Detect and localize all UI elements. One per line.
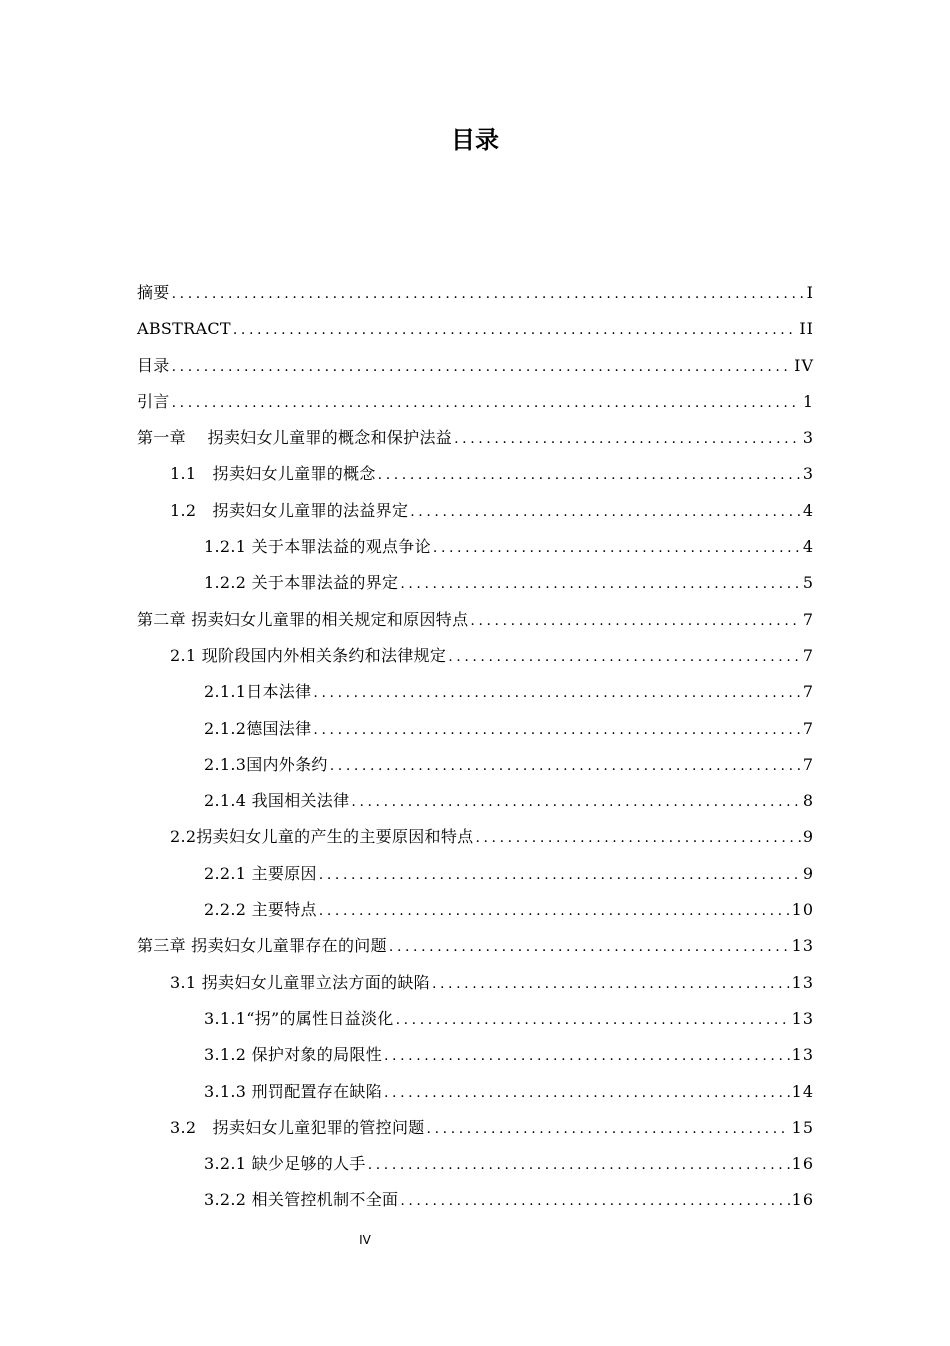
- toc-entry[interactable]: [137, 456, 814, 492]
- toc-entry-page: IV: [794, 355, 814, 375]
- toc-entry-page: 13: [791, 1008, 814, 1028]
- toc-entry-page: 7: [802, 682, 814, 702]
- toc-entry-label: ABSTRACT: [137, 319, 231, 339]
- toc-entry[interactable]: [137, 1182, 814, 1218]
- toc-entry[interactable]: [137, 493, 814, 529]
- toc-dot-leader: [410, 494, 801, 530]
- toc-dot-leader: [313, 712, 800, 748]
- toc-entry[interactable]: [137, 928, 814, 964]
- toc-dot-leader: [470, 603, 800, 639]
- toc-entry[interactable]: [137, 311, 814, 347]
- toc-entry-label: 1.2.1 关于本罪法益的观点争论: [204, 537, 431, 557]
- table-of-contents: [137, 275, 814, 1219]
- toc-dot-leader: [475, 820, 800, 856]
- toc-dot-leader: [427, 1111, 790, 1147]
- toc-entry[interactable]: [137, 565, 814, 601]
- toc-dot-leader: [400, 1183, 789, 1219]
- toc-entry-label: 2.1.4 我国相关法律: [204, 791, 350, 811]
- toc-entry-label: 1.2.2 关于本罪法益的界定: [204, 573, 399, 593]
- toc-dot-leader: [389, 929, 790, 965]
- toc-entry[interactable]: [137, 420, 814, 456]
- toc-entry-label: 1.1 拐卖妇女儿童罪的概念: [170, 464, 376, 484]
- toc-entry-page: 9: [802, 827, 814, 847]
- toc-entry-page: 16: [791, 1154, 814, 1174]
- toc-entry-label: 2.2拐卖妇女儿童的产生的主要原因和特点: [170, 827, 474, 847]
- toc-dot-leader: [400, 566, 801, 602]
- toc-entry-label: 2.2.2 主要特点: [204, 900, 317, 920]
- toc-entry[interactable]: [137, 638, 814, 674]
- toc-entry-label: 1.2 拐卖妇女儿童罪的法益界定: [170, 500, 409, 520]
- toc-entry[interactable]: [137, 747, 814, 783]
- toc-entry-label: 3.1 拐卖妇女儿童罪立法方面的缺陷: [170, 972, 430, 992]
- toc-dot-leader: [172, 276, 805, 312]
- toc-dot-leader: [172, 385, 801, 421]
- toc-dot-leader: [432, 966, 790, 1002]
- toc-entry-page: II: [799, 319, 814, 339]
- toc-entry-page: 3: [802, 464, 814, 484]
- page-number: IV: [359, 1233, 371, 1247]
- toc-entry[interactable]: [137, 892, 814, 928]
- toc-dot-leader: [330, 748, 801, 784]
- toc-entry-page: 8: [802, 791, 814, 811]
- toc-entry-page: 4: [802, 500, 814, 520]
- toc-entry[interactable]: [137, 529, 814, 565]
- toc-dot-leader: [319, 893, 790, 929]
- toc-entry-label: 第二章 拐卖妇女儿童罪的相关规定和原因特点: [137, 609, 469, 629]
- toc-dot-leader: [378, 457, 801, 493]
- toc-entry-page: 1: [802, 391, 814, 411]
- toc-entry-label: 3.2 拐卖妇女儿童犯罪的管控问题: [170, 1117, 425, 1137]
- toc-entry-page: 13: [791, 972, 814, 992]
- toc-entry-label: 第三章 拐卖妇女儿童罪存在的问题: [137, 936, 387, 956]
- toc-entry-page: 7: [802, 718, 814, 738]
- toc-entry[interactable]: [137, 348, 814, 384]
- toc-entry[interactable]: [137, 856, 814, 892]
- toc-entry[interactable]: [137, 1146, 814, 1182]
- toc-entry-label: 3.1.1“拐”的属性日益淡化: [204, 1008, 394, 1028]
- toc-dot-leader: [313, 675, 800, 711]
- toc-entry[interactable]: [137, 965, 814, 1001]
- toc-entry[interactable]: [137, 783, 814, 819]
- toc-entry-page: 5: [802, 573, 814, 593]
- toc-entry-label: 摘要: [137, 283, 170, 302]
- toc-entry-page: 7: [802, 609, 814, 629]
- toc-entry-label: 2.1.2德国法律: [204, 718, 312, 738]
- toc-entry-label: 3.2.1 缺少足够的人手: [204, 1154, 366, 1174]
- toc-entry-label: 引言: [137, 391, 170, 411]
- toc-dot-leader: [233, 312, 797, 348]
- toc-entry-label: 2.1.1日本法律: [204, 682, 312, 702]
- toc-dot-leader: [384, 1075, 790, 1111]
- toc-dot-leader: [454, 421, 801, 457]
- toc-entry-label: 目录: [137, 355, 170, 375]
- toc-entry[interactable]: [137, 1074, 814, 1110]
- toc-entry-page: 14: [791, 1081, 814, 1101]
- toc-entry-label: 2.1.3国内外条约: [204, 754, 328, 774]
- toc-dot-leader: [433, 530, 801, 566]
- toc-dot-leader: [351, 784, 800, 820]
- toc-entry-page: 4: [802, 537, 814, 557]
- toc-entry[interactable]: [137, 1037, 814, 1073]
- toc-dot-leader: [448, 639, 801, 675]
- toc-entry-label: 3.2.2 相关管控机制不全面: [204, 1190, 399, 1210]
- toc-entry-page: 13: [791, 936, 814, 956]
- toc-entry-label: 3.1.3 刑罚配置存在缺陷: [204, 1081, 382, 1101]
- page-title: 目录: [451, 126, 499, 154]
- toc-entry-label: 2.2.1 主要原因: [204, 863, 317, 883]
- toc-entry-label: 2.1 现阶段国内外相关条约和法律规定: [170, 645, 447, 665]
- toc-entry[interactable]: [137, 674, 814, 710]
- toc-entry-page: 7: [802, 754, 814, 774]
- toc-entry[interactable]: [137, 602, 814, 638]
- toc-entry[interactable]: [137, 1110, 814, 1146]
- toc-entry-page: 3: [802, 428, 814, 448]
- toc-dot-leader: [384, 1038, 790, 1074]
- toc-entry-label: 第一章 拐卖妇女儿童罪的概念和保护法益: [137, 428, 453, 448]
- toc-dot-leader: [396, 1002, 790, 1038]
- toc-entry[interactable]: [137, 819, 814, 855]
- toc-entry-page: 16: [791, 1190, 814, 1210]
- toc-entry[interactable]: [137, 1001, 814, 1037]
- toc-entry-page: I: [806, 283, 814, 302]
- toc-entry-page: 10: [791, 900, 814, 920]
- toc-entry-page: 15: [791, 1117, 814, 1137]
- toc-entry-page: 13: [791, 1045, 814, 1065]
- toc-entry[interactable]: [137, 384, 814, 420]
- toc-dot-leader: [172, 349, 793, 385]
- toc-entry-label: 3.1.2 保护对象的局限性: [204, 1045, 382, 1065]
- toc-entry-page: 7: [802, 645, 814, 665]
- toc-entry[interactable]: [137, 275, 814, 311]
- toc-dot-leader: [368, 1147, 790, 1183]
- toc-entry-page: 9: [802, 863, 814, 883]
- toc-entry[interactable]: [137, 711, 814, 747]
- toc-dot-leader: [319, 857, 801, 893]
